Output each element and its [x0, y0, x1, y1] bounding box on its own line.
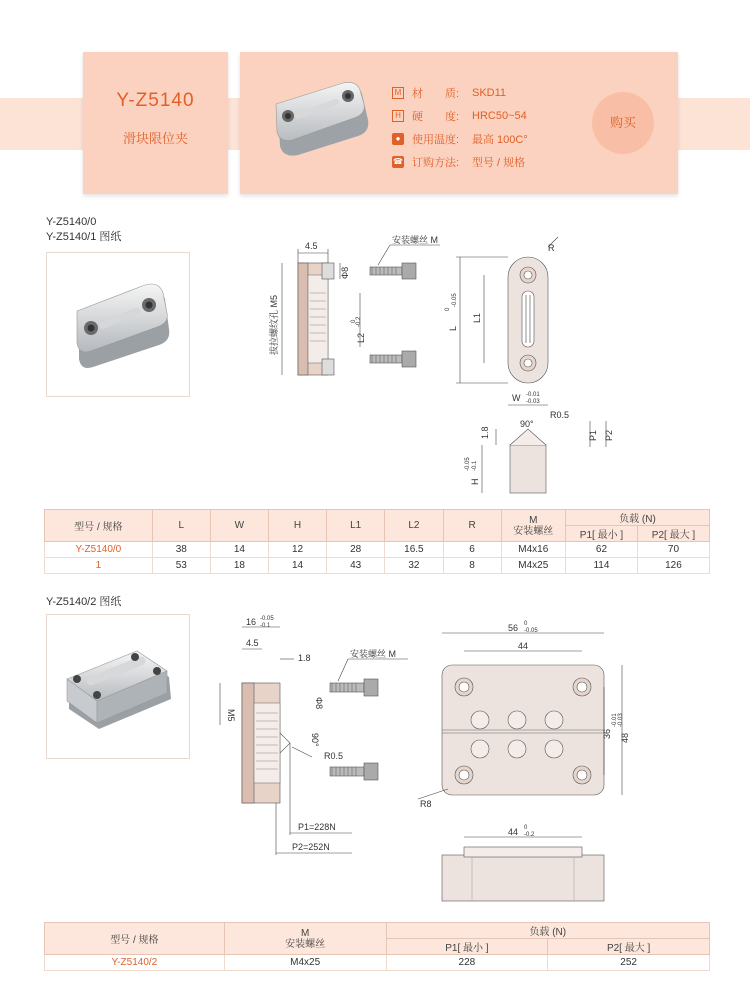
dim-H-tol-bot: -0.1 — [472, 460, 478, 471]
spec-material — [392, 85, 506, 101]
th-M — [501, 510, 565, 542]
cell-p2: 252 — [548, 955, 710, 971]
cell-L2: 16.5 — [385, 542, 443, 558]
buy-button[interactable]: 购买 — [592, 92, 654, 154]
dim-44b: 44 — [508, 827, 519, 837]
dim-r8: R8 — [420, 799, 432, 809]
section2-drawing — [212, 615, 632, 905]
th-model: 型号 / 规格 — [45, 510, 153, 542]
section1-title-line2: Y-Z5140/1 图纸 — [46, 231, 122, 243]
dim-r05: R0.5 — [324, 751, 344, 761]
dim-4-5: 4.5 — [246, 638, 259, 648]
th-M-bot: 安装螺丝 — [285, 938, 326, 950]
model-card — [83, 52, 228, 194]
spec-temperature — [392, 131, 528, 147]
dim-16-tol-top: -0.05 — [260, 616, 274, 622]
dim-W-tol-top: -0.01 — [526, 392, 540, 398]
section1-drawing — [260, 235, 690, 495]
th-p1: P1[ 最小 ] — [565, 526, 637, 542]
spec-value: HRC50~54 — [472, 110, 527, 122]
cell-L1: 28 — [327, 542, 385, 558]
dim-56-tol-top: 0 — [524, 621, 528, 627]
th-M — [224, 923, 386, 955]
table-row — [45, 542, 710, 558]
dim-56-tol-bot: -0.05 — [524, 628, 538, 634]
table-row — [45, 558, 710, 574]
cell-L: 53 — [152, 558, 210, 574]
cell-H: 14 — [268, 558, 326, 574]
cell-M: M4x25 — [501, 558, 565, 574]
dim-m5: 拔拉螺纹孔 M5 — [269, 294, 279, 355]
th-load: 负载 (N) — [565, 510, 709, 526]
cell-W: 18 — [210, 558, 268, 574]
hardness-icon: H — [392, 110, 404, 122]
spec-hardness — [392, 108, 527, 124]
dim-48: 48 — [620, 732, 630, 743]
dim-48-tol-top: -0.01 — [612, 713, 618, 727]
th-R: R — [443, 510, 501, 542]
spec-value: 型号 / 规格 — [472, 157, 526, 169]
dim-P1: P1 — [588, 429, 598, 441]
dim-L-tol-top: 0 — [445, 307, 451, 311]
dim-48-tol-bot: -0.03 — [618, 713, 624, 727]
cell-p1: 228 — [386, 955, 548, 971]
cell-L1: 43 — [327, 558, 385, 574]
section2-table — [44, 922, 710, 971]
dim-4-5: 4.5 — [305, 241, 318, 251]
material-icon: M — [392, 87, 404, 99]
cell-R: 8 — [443, 558, 501, 574]
dim-phi8: Φ8 — [340, 266, 350, 279]
th-W: W — [210, 510, 268, 542]
spec-label: 硬 度: — [412, 111, 460, 123]
screw-label: 安装螺丝 M — [392, 235, 438, 245]
dim-L1: L1 — [472, 312, 482, 323]
dim-1-8: 1.8 — [480, 426, 490, 439]
cell-W: 14 — [210, 542, 268, 558]
th-L2: L2 — [385, 510, 443, 542]
phone-icon: ☎ — [393, 157, 403, 166]
cell-p1: 114 — [565, 558, 637, 574]
dim-90deg: 90° — [520, 419, 534, 429]
model-subtitle: 滑块限位夹 — [122, 131, 188, 146]
dim-16: 16 — [246, 617, 257, 627]
section2-photo — [46, 614, 190, 759]
th-L: L — [152, 510, 210, 542]
section2-title: Y-Z5140/2 图纸 — [46, 596, 122, 608]
th-p2: P2[ 最大 ] — [637, 526, 709, 542]
cell-p1: 62 — [565, 542, 637, 558]
th-M-top: M — [300, 927, 310, 939]
dim-L-tol-bot: -0.05 — [452, 293, 458, 307]
cell-M: M4x25 — [224, 955, 386, 971]
th-M-top: M — [529, 514, 538, 526]
dim-36: 36 — [602, 728, 612, 739]
dim-R: R — [548, 243, 555, 253]
dim-90deg: 90° — [310, 733, 320, 747]
dim-r05: R0.5 — [550, 410, 570, 420]
table-row — [45, 955, 710, 971]
dim-44: 44 — [518, 641, 529, 651]
p1-label: P1=228N — [298, 822, 336, 832]
dim-W: W — [512, 393, 521, 403]
spec-label: 材 质: — [412, 88, 460, 100]
section1-table — [44, 509, 710, 574]
slide-clamp-image — [47, 253, 189, 396]
dim-W-tol-bot: -0.03 — [526, 399, 540, 405]
dim-1-8: 1.8 — [298, 653, 311, 663]
cell-p2: 126 — [637, 558, 709, 574]
section1-photo — [46, 252, 190, 397]
dim-44b-tol-top: 0 — [524, 825, 528, 831]
section1-title-line1: Y-Z5140/0 — [46, 216, 97, 228]
dim-P2: P2 — [604, 429, 614, 441]
thermo-icon: ● — [392, 133, 404, 145]
cell-L: 38 — [152, 542, 210, 558]
p2-label: P2=252N — [292, 842, 330, 852]
cell-p2: 70 — [637, 542, 709, 558]
cell-H: 12 — [268, 542, 326, 558]
screw-label: 安装螺丝 M — [350, 649, 396, 659]
dim-l2: L2 — [356, 332, 366, 343]
spec-order — [392, 154, 525, 170]
dim-phi8: Φ8 — [314, 697, 324, 710]
cell-model: 1 — [45, 558, 153, 574]
dim-44b-tol-bot: -0.2 — [524, 832, 535, 838]
cell-model: Y-Z5140/0 — [45, 542, 153, 558]
spec-value: 最高 100C° — [472, 134, 528, 146]
th-p2: P2[ 最大 ] — [548, 939, 710, 955]
dim-l2-tol-top: 0 — [351, 319, 357, 323]
spec-label: 使用温度: — [412, 134, 460, 146]
th-model: 型号 / 规格 — [45, 923, 225, 955]
th-p1: P1[ 最小 ] — [386, 939, 548, 955]
slide-clamp-image — [47, 615, 189, 758]
dim-56: 56 — [508, 623, 519, 633]
th-H: H — [268, 510, 326, 542]
cell-M: M4x16 — [501, 542, 565, 558]
model-title: Y-Z5140 — [116, 90, 195, 111]
spec-value: SKD11 — [472, 87, 507, 99]
th-L1: L1 — [327, 510, 385, 542]
th-load: 负载 (N) — [386, 923, 709, 939]
dim-H-tol-top: -0.05 — [465, 457, 471, 471]
dim-L: L — [448, 325, 458, 331]
dim-16-tol-bot: -0.1 — [260, 623, 271, 629]
cell-R: 6 — [443, 542, 501, 558]
dim-l2-tol-bot: -0.2 — [356, 316, 362, 327]
dim-m5: M5 — [226, 709, 236, 722]
cell-L2: 32 — [385, 558, 443, 574]
spec-label: 订购方法: — [412, 157, 460, 169]
dim-H: H — [470, 478, 480, 485]
th-M-bot: 安装螺丝 — [513, 525, 554, 537]
product-image — [268, 80, 378, 160]
cell-model: Y-Z5140/2 — [45, 955, 225, 971]
spec-card — [240, 52, 678, 194]
